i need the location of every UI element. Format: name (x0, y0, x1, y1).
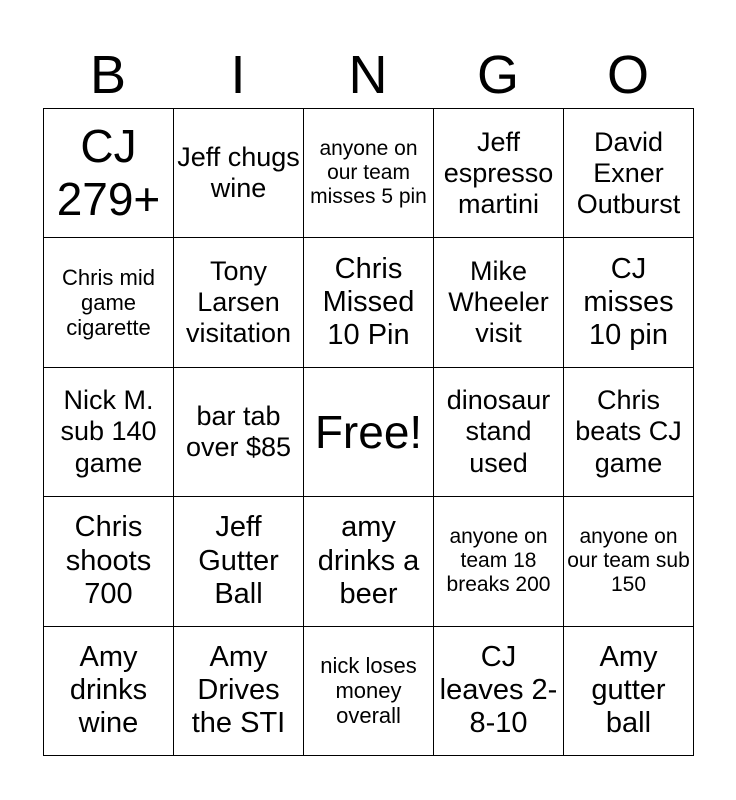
bingo-cell[interactable]: Amy gutter ball (564, 626, 694, 755)
bingo-cell[interactable]: anyone on team 18 breaks 200 (434, 497, 564, 626)
bingo-cell[interactable]: Chris mid game cigarette (44, 238, 174, 367)
bingo-cell[interactable]: Nick M. sub 140 game (44, 367, 174, 496)
bingo-cell[interactable]: Amy drinks wine (44, 626, 174, 755)
bingo-cell[interactable]: David Exner Outburst (564, 109, 694, 238)
header-letter-o: O (606, 45, 649, 105)
bingo-cell[interactable]: Jeff chugs wine (174, 109, 304, 238)
header-letter-b: B (89, 45, 127, 105)
bingo-cell[interactable]: CJ 279+ (44, 109, 174, 238)
bingo-cell[interactable]: Chris beats CJ game (564, 367, 694, 496)
bingo-cell[interactable]: amy drinks a beer (304, 497, 434, 626)
header-letter-g: G (476, 45, 519, 105)
bingo-cell[interactable]: nick loses money overall (304, 626, 434, 755)
bingo-cell[interactable]: anyone on our team sub 150 (564, 497, 694, 626)
board-row (44, 109, 694, 238)
bingo-cell[interactable]: bar tab over $85 (174, 367, 304, 496)
bingo-cell[interactable]: anyone on our team misses 5 pin (304, 109, 434, 238)
bingo-board (43, 108, 694, 756)
board-row (44, 626, 694, 755)
bingo-header (43, 42, 693, 108)
bingo-cell[interactable]: Chris Missed 10 Pin (304, 238, 434, 367)
bingo-cell[interactable]: CJ leaves 2-8-10 (434, 626, 564, 755)
board-row (44, 497, 694, 626)
bingo-cell[interactable]: CJ misses 10 pin (564, 238, 694, 367)
board-row (44, 367, 694, 496)
bingo-cell[interactable]: Amy Drives the STI (174, 626, 304, 755)
bingo-cell[interactable]: Mike Wheeler visit (434, 238, 564, 367)
header-letter-i: I (230, 45, 246, 105)
bingo-cell[interactable]: Jeff espresso martini (434, 109, 564, 238)
bingo-cell[interactable]: Chris shoots 700 (44, 497, 174, 626)
board-row (44, 238, 694, 367)
bingo-cell[interactable]: Jeff Gutter Ball (174, 497, 304, 626)
header-letter-n: N (348, 45, 388, 105)
free-space-cell[interactable]: Free! (304, 367, 434, 496)
bingo-cell[interactable]: Tony Larsen visitation (174, 238, 304, 367)
bingo-cell[interactable]: dinosaur stand used (434, 367, 564, 496)
